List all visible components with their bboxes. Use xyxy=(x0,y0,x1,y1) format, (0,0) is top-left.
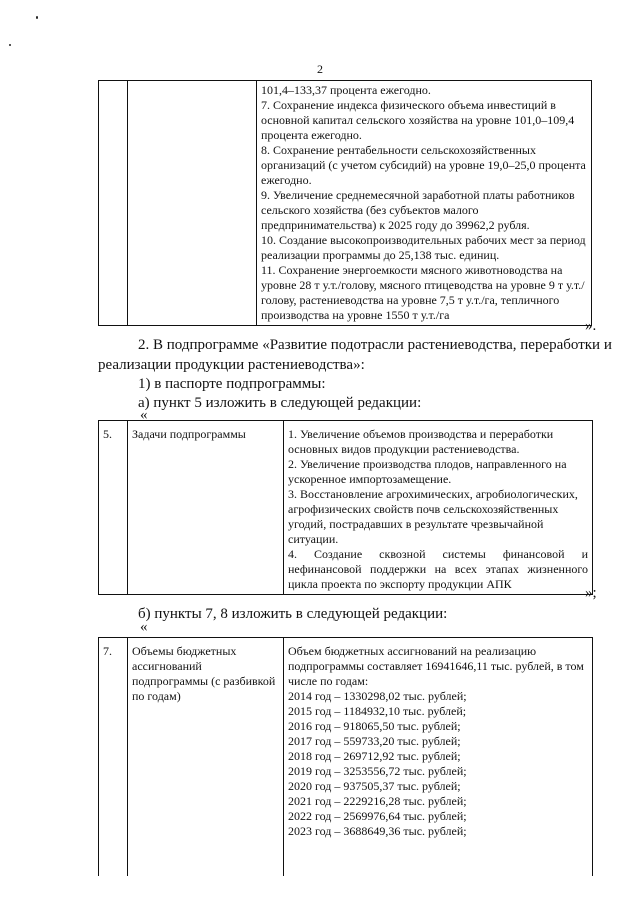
list-item: 1. Увеличение объемов производства и переработки основных видов продукции растениеводства. xyxy=(288,427,554,456)
list-item: 2. Увеличение производства плодов, направленного на ускоренное импортозамещение. xyxy=(288,457,567,486)
paragraph-item5: а) пункт 5 изложить в следующей редакции: xyxy=(138,395,422,411)
list-item: 2015 год – 1184932,10 тыс. рублей; xyxy=(288,704,467,718)
closing-quote: »; xyxy=(585,585,597,601)
table-cell-label: Объемы бюджетных ассигнований подпрограммы (с разбивкой по годам) xyxy=(128,638,284,877)
table-cell-label: Задачи подпрограммы xyxy=(128,421,284,595)
budget-table xyxy=(98,637,593,876)
list-item: 10. Создание высокопроизводительных рабочих мест за период реализации программы до 25,138 тыс. единиц. xyxy=(261,233,586,262)
list-item: 8. Сохранение рентабельности сельскохозяйственных организаций (с учетом субсидий) на уровне 19,0–25,0 процента ежегодно. xyxy=(261,143,586,187)
page-number: 2 xyxy=(317,62,323,76)
list-item: 2021 год – 2229216,28 тыс. рублей; xyxy=(288,794,467,808)
table-cell-content xyxy=(284,638,593,877)
opening-quote: « xyxy=(140,619,148,635)
list-item: 2019 год – 3253556,72 тыс. рублей; xyxy=(288,764,467,778)
list-item: 2023 год – 3688649,36 тыс. рублей; xyxy=(288,824,467,838)
table-row xyxy=(99,81,592,326)
table-row xyxy=(99,421,593,595)
paragraph-subprogram-cont: реализации продукции растениеводства»: xyxy=(98,357,365,373)
list-item: 11. Сохранение энергоемкости мясного животноводства на уровне 28 т у.т./голову, мясного птицеводства на уровне 9 т у.т./голову, растениеводства на уровне 7,5 т у.т./га, тепличного производства на уровне 1550 т у.т./га xyxy=(261,263,585,322)
table-cell-content xyxy=(257,81,592,326)
list-item: 2014 год – 1330298,02 тыс. рублей; xyxy=(288,689,467,703)
list-item: 9. Увеличение среднемесячной заработной платы работников сельского хозяйства (без субъектов малого предпринимательства) к 2025 году до 39962,2 рубля. xyxy=(261,188,575,232)
table-cell-num: 7. xyxy=(99,638,128,877)
list-item: 2022 год – 2569976,64 тыс. рублей; xyxy=(288,809,467,823)
list-item: 4. Создание сквозной системы финансовой и нефинансовой поддержки на всех этапах жизненного цикла проекта по экспорту продукции АПК xyxy=(288,547,588,591)
scan-speck xyxy=(9,44,11,46)
list-item: 2016 год – 918065,50 тыс. рублей; xyxy=(288,719,461,733)
tasks-table xyxy=(98,420,593,595)
list-item: 101,4–133,37 процента ежегодно. xyxy=(261,83,431,97)
table-cell-num xyxy=(99,81,128,326)
table-cell-num: 5. xyxy=(99,421,128,595)
budget-intro: Объем бюджетных ассигнований на реализацию подпрограммы составляет 16941646,11 тыс. рублей, в том числе по годам: xyxy=(288,644,584,688)
table-row xyxy=(99,638,593,877)
paragraph-subprogram: 2. В подпрограмме «Развитие подотрасли растениеводства, переработки и xyxy=(138,337,612,353)
list-item: 2017 год – 559733,20 тыс. рублей; xyxy=(288,734,461,748)
paragraph-items78: б) пункты 7, 8 изложить в следующей редакции: xyxy=(138,606,448,622)
continuation-table xyxy=(98,80,592,326)
list-item: 3. Восстановление агрохимических, агробиологических, агрофизических свойств почв сельскохозяйственных угодий, пострадавших в результате чрезвычайной ситуации. xyxy=(288,487,578,546)
paragraph-passport: 1) в паспорте подпрограммы: xyxy=(138,376,326,392)
list-item: 2020 год – 937505,37 тыс. рублей; xyxy=(288,779,461,793)
closing-quote: ». xyxy=(585,318,597,334)
list-item: 2018 год – 269712,92 тыс. рублей; xyxy=(288,749,461,763)
table-cell-label xyxy=(128,81,257,326)
list-item: 7. Сохранение индекса физического объема инвестиций в основной капитал сельского хозяйства на уровне 101,0–109,4 процента ежегодно. xyxy=(261,98,575,142)
table-cell-content xyxy=(284,421,593,595)
opening-quote: « xyxy=(140,407,148,423)
scan-speck xyxy=(36,16,38,19)
